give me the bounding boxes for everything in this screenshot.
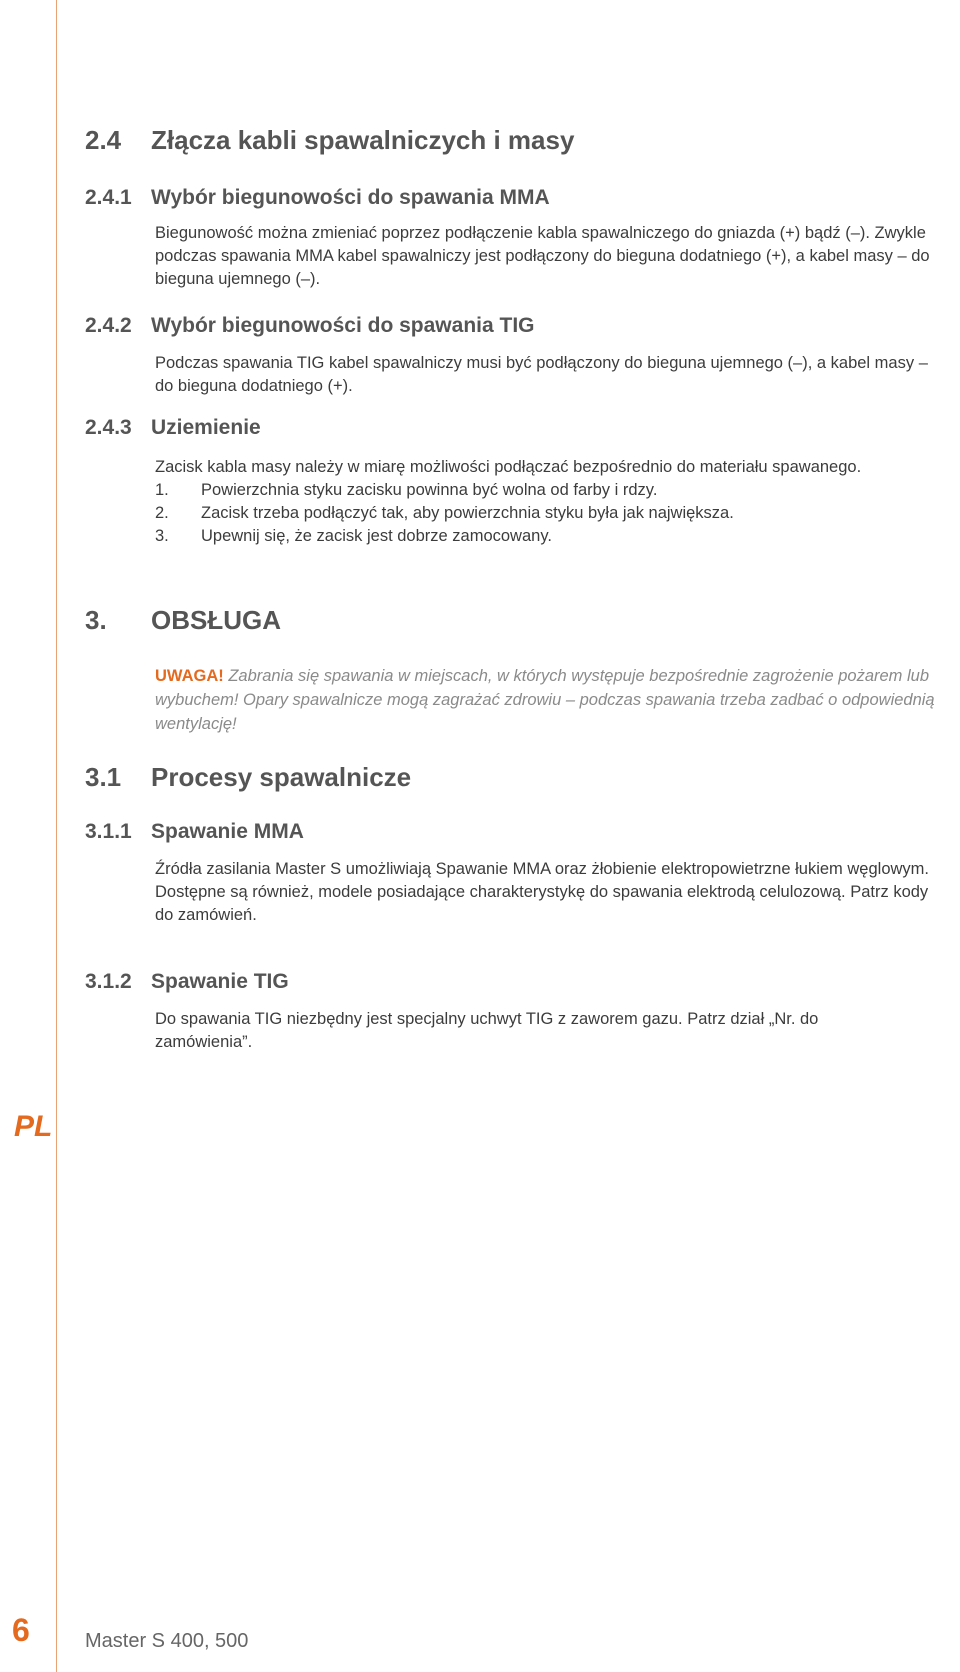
heading-title: Procesy spawalnicze [151, 762, 412, 792]
heading-2-4-2 [85, 314, 535, 338]
heading-2-4-1 [85, 186, 550, 210]
paragraph-2-4-3 [155, 456, 945, 479]
warning-text: Zabrania się spawania w miejscach, w których występuje bezpośrednie zagrożenie pożarem lub wybuchem! Opary spawalnicze mogą zagrażać zdrowiu – podczas spawania trzeba zadbać o odpowiednią wentylację! [155, 667, 935, 733]
heading-3-1-1 [85, 820, 304, 844]
list-item [155, 479, 945, 502]
heading-number: 3. [85, 605, 107, 635]
paragraph-3-1-1 [155, 858, 945, 927]
list-item-number: 2. [155, 504, 169, 522]
paragraph-text: Zacisk kabla masy należy w miarę możliwości podłączać bezpośrednio do materiału spawanego. [155, 458, 862, 476]
paragraph-text: Źródła zasilania Master S umożliwiają Spawanie MMA oraz żłobienie elektropowietrzne łukiem węglowym. [155, 860, 929, 878]
heading-3-1 [85, 762, 411, 793]
heading-2-4-3 [85, 416, 261, 440]
language-label: PL [14, 1110, 53, 1143]
paragraph-2-4-1 [155, 222, 945, 291]
list-item [155, 502, 945, 525]
heading-title: Spawanie TIG [151, 970, 289, 993]
heading-3-1-2 [85, 970, 289, 994]
list-item-number: 1. [155, 481, 169, 499]
margin-rule [56, 0, 57, 1672]
page-number: 6 [12, 1612, 30, 1648]
heading-number: 3.1.1 [85, 820, 132, 843]
paragraph-2-4-2 [155, 352, 945, 398]
heading-number: 3.1 [85, 762, 122, 792]
heading-2-4 [85, 125, 574, 156]
paragraph-text: Biegunowość można zmieniać poprzez podłączenie kabla spawalniczego do gniazda (+) bądź (–). Zwykle podczas spawania MMA kabel spawalniczy jest podłączony do bieguna dodatniego (+), a kabel masy – do bieguna ujemnego (–). [155, 224, 930, 288]
paragraph-text: Podczas spawania TIG kabel spawalniczy musi być podłączony do bieguna ujemnego (–), a kabel masy – do bieguna dodatniego (+). [155, 354, 928, 395]
list-item-number: 3. [155, 527, 169, 545]
grounding-list [155, 479, 945, 548]
warning-box [155, 664, 945, 736]
paragraph-3-1-2 [155, 1008, 915, 1054]
list-item-text: Zacisk trzeba podłączyć tak, aby powierzchnia styku była jak największa. [201, 504, 734, 522]
list-item [155, 525, 945, 548]
heading-number: 2.4.1 [85, 186, 132, 209]
heading-title: Uziemienie [151, 416, 261, 439]
warning-label: UWAGA! [155, 667, 224, 685]
heading-title: Wybór biegunowości do spawania MMA [151, 186, 550, 209]
paragraph-text: Do spawania TIG niezbędny jest specjalny uchwyt TIG z zaworem gazu. Patrz dział „Nr. do zamówienia”. [155, 1010, 819, 1051]
heading-number: 2.4 [85, 125, 122, 155]
heading-title: Spawanie MMA [151, 820, 304, 843]
heading-3 [85, 605, 281, 636]
heading-number: 3.1.2 [85, 970, 132, 993]
heading-title: Wybór biegunowości do spawania TIG [151, 314, 535, 337]
heading-title: OBSŁUGA [151, 605, 281, 635]
heading-number: 2.4.2 [85, 314, 132, 337]
footer-title: Master S 400, 500 [85, 1630, 249, 1652]
list-item-text: Upewnij się, że zacisk jest dobrze zamocowany. [201, 527, 552, 545]
heading-number: 2.4.3 [85, 416, 132, 439]
heading-title: Złącza kabli spawalniczych i masy [151, 125, 575, 155]
list-item-text: Powierzchnia styku zacisku powinna być wolna od farby i rdzy. [201, 481, 658, 499]
paragraph-text: Dostępne są również, modele posiadające charakterystykę do spawania elektrodą celulozową. Patrz kody do zamówień. [155, 883, 929, 924]
